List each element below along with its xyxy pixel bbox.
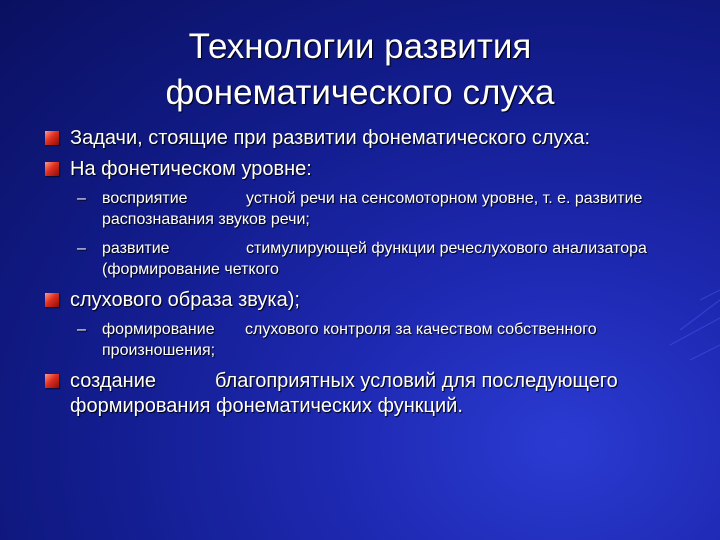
dash-bullet-icon: –: [77, 190, 86, 207]
title-line-1: Технологии развития: [188, 27, 532, 66]
dash-bullet-icon: –: [77, 321, 86, 338]
item-text: слухового контроля за качеством собственного произношения;: [102, 321, 597, 359]
item-text: На фонетическом уровне:: [70, 158, 312, 180]
item-text: формирование: [102, 321, 215, 338]
list-item: [42, 288, 682, 313]
square-bullet-icon: [45, 374, 59, 388]
title-line-2: фонематического слуха: [165, 73, 555, 112]
dash-bullet-icon: –: [77, 240, 86, 257]
item-text: Задачи, стоящие при развитии фонематического слуха:: [70, 127, 590, 149]
item-text: устной речи на сенсомоторном уровне, т. е. развитие распознавания звуков речи;: [102, 190, 643, 228]
list-item: [42, 126, 682, 151]
item-text: стимулирующей функции речеслухового анализатора (формирование четкого: [102, 240, 647, 278]
item-text: слухового образа звука);: [70, 289, 300, 311]
list-item: [42, 157, 682, 182]
item-text: восприятие: [102, 190, 188, 207]
slide-title: [40, 24, 680, 116]
list-item: [42, 369, 682, 419]
sub-list-item: [42, 238, 682, 280]
item-text: создание: [70, 370, 156, 392]
square-bullet-icon: [45, 131, 59, 145]
item-text: развитие: [102, 240, 170, 257]
square-bullet-icon: [45, 293, 59, 307]
bullet-list: [42, 126, 682, 425]
item-text: благоприятных условий для последующего формирования фонематических функций.: [70, 370, 618, 417]
sub-list-item: [42, 319, 682, 361]
sub-list-item: [42, 188, 682, 230]
square-bullet-icon: [45, 162, 59, 176]
